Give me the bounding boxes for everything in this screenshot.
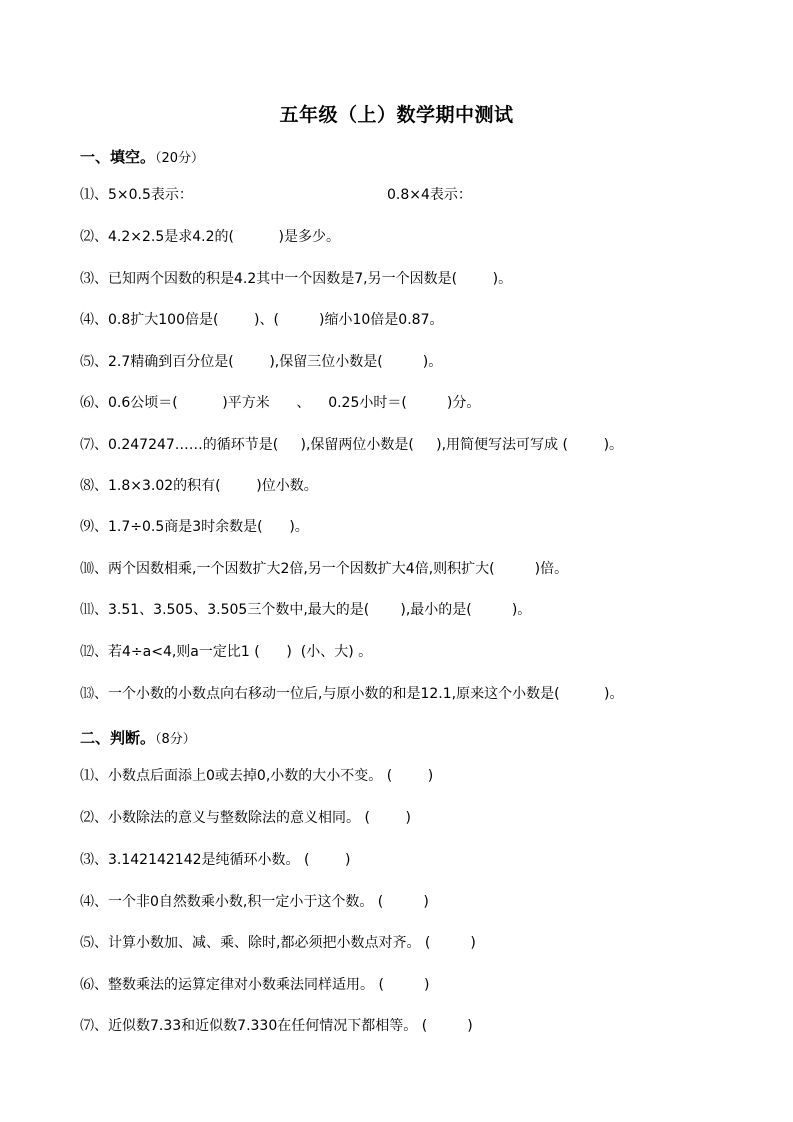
- s1-item-13: ⒀、一个小数的小数点向右移动一位后,与原小数的和是12.1,原来这个小数是( )。: [80, 686, 624, 702]
- s2-item-2: ⑵、小数除法的意义与整数除法的意义相同。 ( ): [80, 810, 411, 826]
- section1-title: 一、填空。: [80, 148, 156, 166]
- s1-item-8: ⑻、1.8×3.02的积有( )位小数。: [80, 478, 318, 494]
- s2-item-4: ⑷、一个非0自然数乘小数,积一定小于这个数。 ( ): [80, 894, 429, 910]
- s1-item-6: ⑹、0.6公顷＝( )平方米 、 0.25小时＝( )分。: [80, 395, 481, 411]
- s2-item-3: ⑶、3.142142142是纯循环小数。 ( ): [80, 852, 351, 868]
- s2-item-7: ⑺、近似数7.33和近似数7.330在任何情况下都相等。 ( ): [80, 1018, 473, 1034]
- s1-item-2: ⑵、4.2×2.5是求4.2的( )是多少。: [80, 229, 340, 245]
- s1-item-7: ⑺、0.247247……的循环节是( ),保留两位小数是( ),用简便写法可写成 ( )。: [80, 437, 624, 453]
- s1-item-9: ⑼、1.7÷0.5商是3时余数是( )。: [80, 519, 309, 535]
- section1-score: （20分）: [155, 151, 205, 166]
- s1-item-12: ⑿、若4÷a<4,则a一定比1 ( ) (小、大) 。: [80, 644, 373, 660]
- s2-item-1: ⑴、小数点后面添上0或去掉0,小数的大小不变。 ( ): [80, 768, 434, 784]
- section2-title: 二、判断。: [80, 729, 156, 747]
- page-title: 五年级（上）数学期中测试: [279, 104, 514, 126]
- section1-heading: [80, 146, 204, 167]
- s1-item-1: ⑴、5×0.5表示：: [80, 187, 193, 203]
- s1-item-1-right: 0.8×4表示：: [387, 187, 472, 203]
- s1-item-5: ⑸、2.7精确到百分位是( ),保留三位小数是( )。: [80, 354, 443, 370]
- section2-score: （8分）: [155, 732, 196, 747]
- section2-heading: [80, 727, 196, 748]
- s2-item-5: ⑸、计算小数加、减、乘、除时,都必须把小数点对齐。 ( ): [80, 935, 476, 951]
- s1-item-11: ⑾、3.51、3.505、3.505三个数中,最大的是( ),最小的是( )。: [80, 602, 532, 618]
- s1-item-3: ⑶、已知两个因数的积是4.2其中一个因数是7,另一个因数是( )。: [80, 271, 513, 287]
- s1-item-10: ⑽、两个因数相乘,一个因数扩大2倍,另一个因数扩大4倍,则积扩大( )倍。: [80, 561, 569, 577]
- s1-item-4: ⑷、0.8扩大100倍是( )、( )缩小10倍是0.87。: [80, 312, 444, 328]
- s2-item-6: ⑹、整数乘法的运算定律对小数乘法同样适用。 ( ): [80, 977, 430, 993]
